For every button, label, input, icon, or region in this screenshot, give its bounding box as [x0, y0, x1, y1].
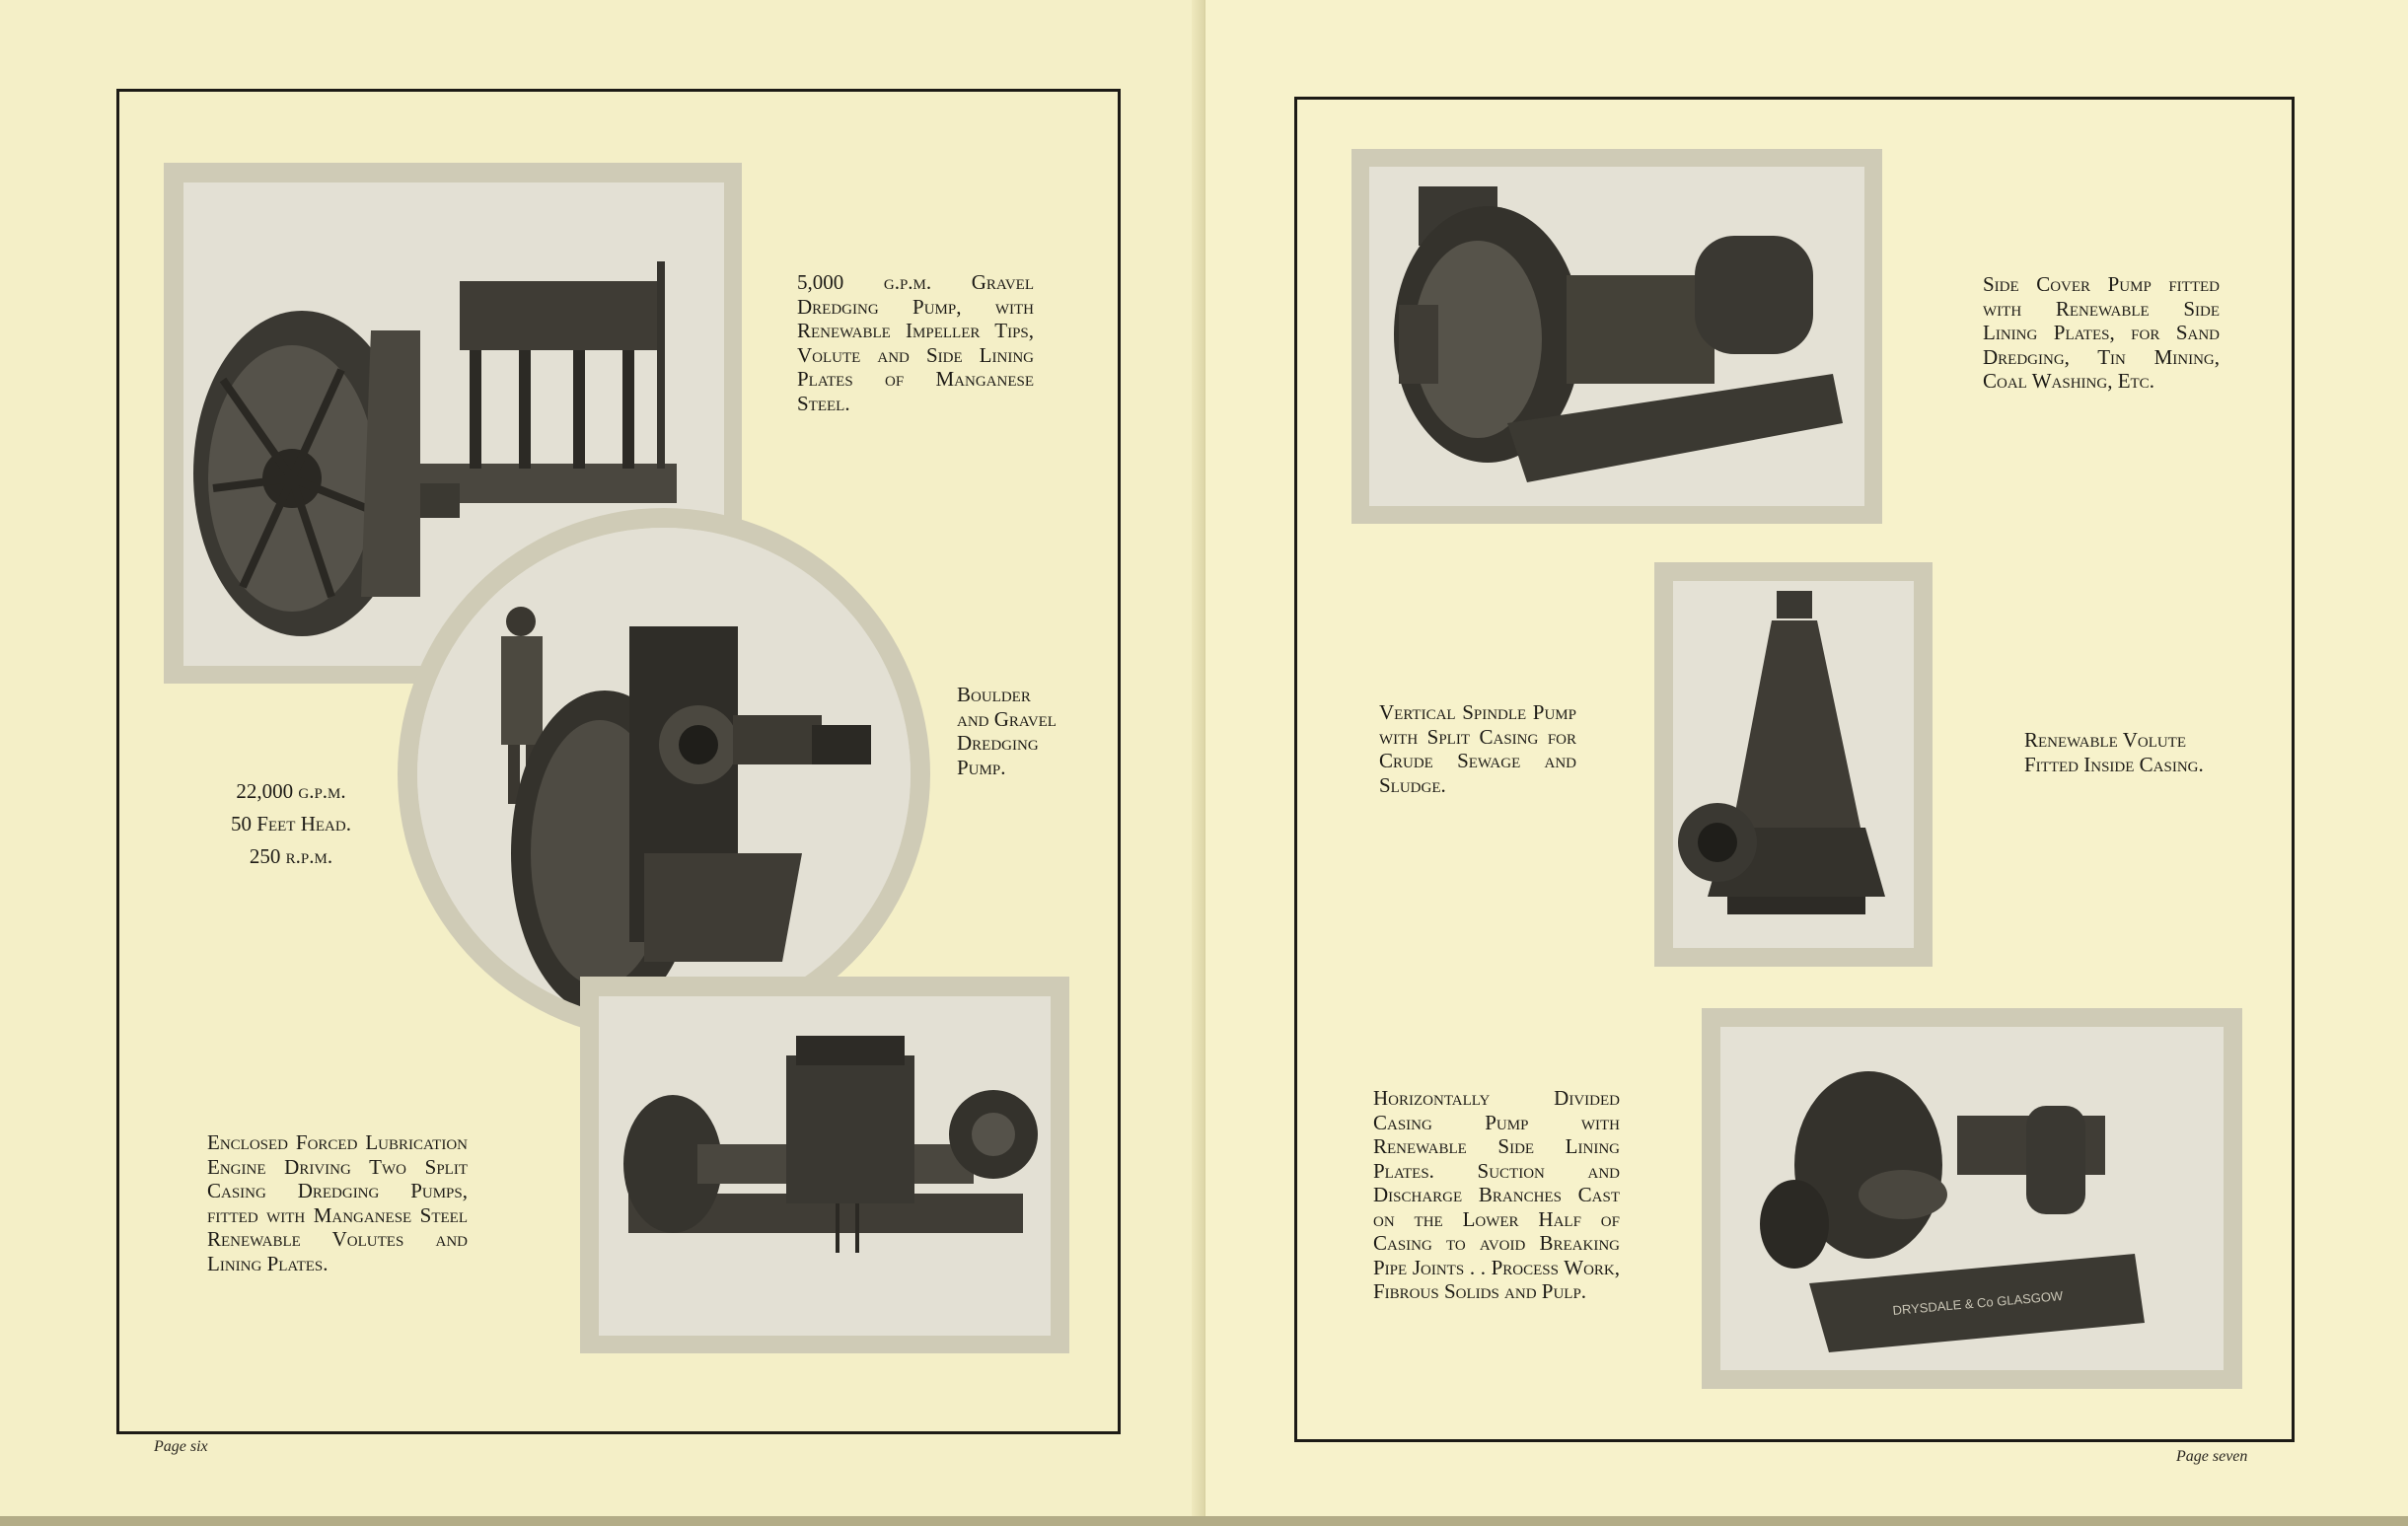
enclosed-engine-caption: Enclosed Forced Lubrication Engine Driving Two Split Casing Dredging Pumps, fitted with Manganese Steel Renewable Volutes and Lining Plates. — [207, 1130, 468, 1275]
boulder-pump-specs — [197, 775, 385, 873]
enclosed-engine-photo — [599, 996, 1051, 1336]
side-cover-pump-illustration — [1369, 167, 1864, 506]
horizontal-casing-caption: Horizontally Divided Casing Pump with Renewable Side Lining Plates. Suction and Discharge Branches Cast on the Lower Half of Casing to avoid Breaking Pipe Joints . . Process Work, Fibrous Solids and Pulp. — [1373, 1086, 1620, 1303]
vertical-spindle-photo — [1673, 581, 1914, 948]
page-number-left: Page six — [154, 1438, 208, 1455]
side-cover-pump-photo — [1369, 167, 1864, 506]
vertical-spindle-illustration — [1673, 581, 1914, 948]
vertical-spindle-caption: Vertical Spindle Pump with Split Casing for Crude Sewage and Sludge. — [1379, 700, 1576, 797]
page-bottom-edge — [0, 1516, 2408, 1526]
spec-speed: 250 r.p.m. — [249, 844, 333, 868]
right-page — [1205, 0, 2408, 1526]
side-cover-pump-caption: Side Cover Pump fitted with Renewable Side Lining Plates, for Sand Dredging, Tin Mining, Coal Washing, Etc. — [1983, 272, 2220, 393]
boulder-pump-illustration — [417, 528, 911, 1021]
boulder-pump-caption: Boulder and Gravel Dredging Pump. — [957, 683, 1057, 779]
renewable-volute-caption: Renewable Volute Fitted Inside Casing. — [2024, 728, 2204, 776]
spec-head: 50 Feet Head. — [231, 812, 351, 836]
horizontal-casing-illustration — [1720, 1027, 2224, 1370]
page-number-right: Page seven — [2176, 1448, 2248, 1465]
boulder-pump-photo — [417, 528, 911, 1021]
gravel-pump-caption: 5,000 g.p.m. Gravel Dredging Pump, with Renewable Impeller Tips, Volute and Side Lining Plates of Manganese Steel. — [797, 270, 1034, 415]
enclosed-engine-illustration — [599, 996, 1051, 1336]
nameplate-text: DRYSDALE & Co GLASGOW — [1891, 1287, 2064, 1318]
horizontal-casing-photo — [1720, 1027, 2224, 1370]
spec-flow: 22,000 g.p.m. — [236, 779, 346, 803]
